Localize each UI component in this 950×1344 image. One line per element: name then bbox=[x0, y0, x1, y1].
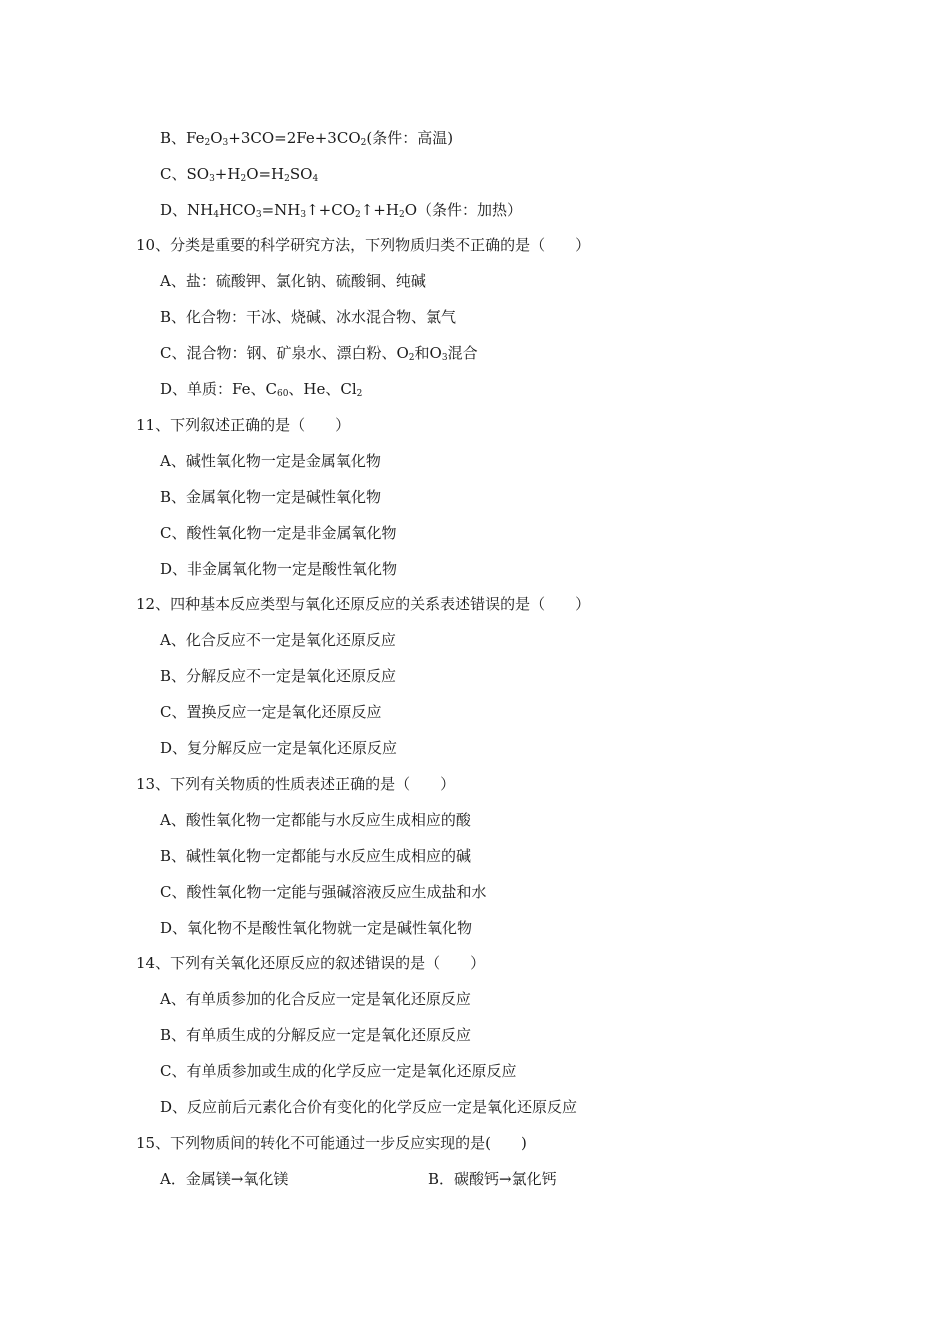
q9-option-b: B、$Fe_2O_3+3CO=2Fe+3CO_2$(条件：高温) bbox=[160, 129, 454, 148]
q11-option-d: D、非金属氧化物一定是酸性氧化物 bbox=[160, 560, 398, 578]
q14-option-a: A、有单质参加的化合反应一定是氧化还原反应 bbox=[160, 990, 471, 1008]
q12-option-a: A、化合反应不一定是氧化还原反应 bbox=[160, 631, 396, 649]
q12-option-c: C、置换反应一定是氧化还原反应 bbox=[160, 703, 382, 721]
q14-option-d: D、反应前后元素化合价有变化的化学反应一定是氧化还原反应 bbox=[160, 1098, 578, 1116]
q11-stem: 11、下列叙述正确的是（ ） bbox=[136, 416, 351, 434]
q10-option-d: D、单质：Fe、$C_{60}$、He、$Cl_2$ bbox=[160, 380, 363, 399]
q10-option-c: C、混合物：钢、矿泉水、漂白粉、$O_2$和$O_3$混合 bbox=[160, 344, 478, 363]
q11-option-c: C、酸性氧化物一定是非金属氧化物 bbox=[160, 524, 397, 542]
q11-option-a: A、碱性氧化物一定是金属氧化物 bbox=[160, 452, 381, 470]
q13-stem: 13、下列有关物质的性质表述正确的是（ ） bbox=[136, 775, 456, 793]
q12-stem: 12、四种基本反应类型与氧化还原反应的关系表述错误的是（ ） bbox=[136, 595, 591, 613]
q10-option-b: B、化合物：干冰、烧碱、冰水混合物、氯气 bbox=[160, 308, 457, 326]
q14-option-b: B、有单质生成的分解反应一定是氧化还原反应 bbox=[160, 1026, 472, 1044]
q15-option-b: B．碳酸钙→氯化钙 bbox=[428, 1170, 557, 1188]
q14-option-c: C、有单质参加或生成的化学反应一定是氧化还原反应 bbox=[160, 1062, 517, 1080]
q10-option-a: A、盐：硫酸钾、氯化钠、硫酸铜、纯碱 bbox=[160, 272, 426, 290]
q9-option-d: D、$NH_4HCO_3=NH_3↑+CO_2↑+H_2O$（条件：加热） bbox=[160, 201, 522, 220]
q13-option-d: D、氧化物不是酸性氧化物就一定是碱性氧化物 bbox=[160, 919, 473, 937]
q13-option-a: A、酸性氧化物一定都能与水反应生成相应的酸 bbox=[160, 811, 471, 829]
q14-stem: 14、下列有关氧化还原反应的叙述错误的是（ ） bbox=[136, 954, 486, 972]
q12-option-b: B、分解反应不一定是氧化还原反应 bbox=[160, 667, 397, 685]
q15-stem: 15、下列物质间的转化不可能通过一步反应实现的是( ) bbox=[136, 1134, 527, 1152]
q13-option-b: B、碱性氧化物一定都能与水反应生成相应的碱 bbox=[160, 847, 472, 865]
q11-option-b: B、金属氧化物一定是碱性氧化物 bbox=[160, 488, 382, 506]
q12-option-d: D、复分解反应一定是氧化还原反应 bbox=[160, 739, 398, 757]
q13-option-c: C、酸性氧化物一定能与强碱溶液反应生成盐和水 bbox=[160, 883, 487, 901]
q9-option-c: C、$SO_3+H_2O=H_2SO_4$ bbox=[160, 165, 319, 184]
q15-option-a: A．金属镁→氧化镁 bbox=[160, 1170, 289, 1188]
q10-stem: 10、分类是重要的科学研究方法，下列物质归类不正确的是（ ） bbox=[136, 236, 591, 254]
